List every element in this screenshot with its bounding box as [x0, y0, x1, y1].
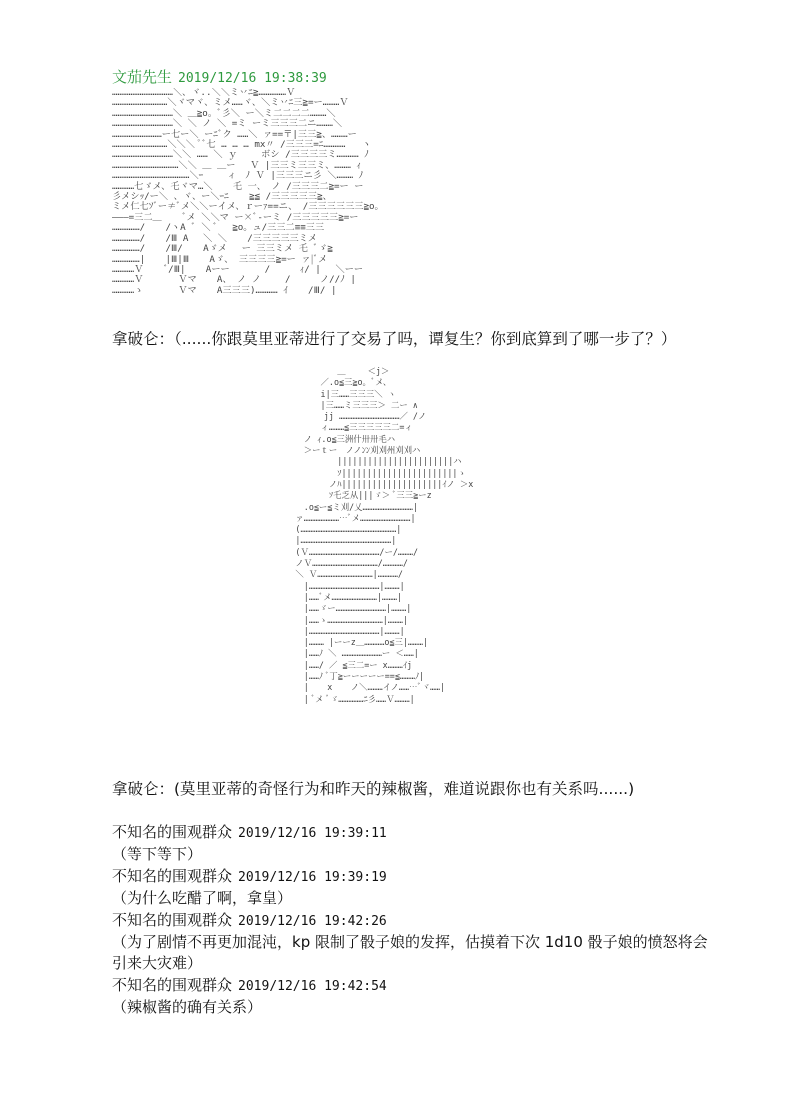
post-timestamp: 2019/12/16 19:38:39	[178, 71, 327, 86]
comment-text: （为什么吃醋了啊，拿皇）	[112, 889, 293, 907]
comment-text: （辣椒酱的确有关系）	[112, 998, 263, 1016]
comment	[112, 910, 712, 974]
comment-author: 不知名的围观群众	[112, 823, 233, 841]
comment	[112, 822, 712, 865]
post-author: 文茄先生	[112, 68, 173, 86]
comment-author: 不知名的围观群众	[112, 976, 233, 994]
comment-header	[112, 822, 712, 844]
comment-author: 不知名的围观群众	[112, 867, 233, 885]
comment-timestamp: 2019/12/16 19:39:11	[238, 826, 387, 841]
comment-text: （等下等下）	[112, 845, 203, 863]
speech-line-napoleon-1: 拿破仑：（......你跟莫里亚蒂进行了交易了吗，谭复生？你到底算到了哪一步了？）	[112, 330, 677, 348]
ascii-art-napoleon-figure: ＿ ＜j＞ ／.o≦三≧o。ﾞメ、 i|三……三三三＼ ヽ |三……ミ三三三＞ 二ー ∧ jj ………………………………／ /ノ ィ………≦三三三三三二=ィ ノ ｨ.o≦三洲什卅卅毛ハ ＞ーｔー ノノﾝﾝ刈刈州刈刈ハ |||||||||||||||||||||||ハ ｿ|||||||||||||||||||||||ゝ ノﾊ||||||||||||||||||||ｲノ ＞x ｿ乇乏从|||ゞ＞ ﾞ三三≧ーz .o≦ー≦ミ刈/乂…………………………| ァ……………………ﾞメ…………………………| (…………………………………………………| |………………………………………………| (Ｖ……………………………………/ー/………/ ノＶ…………………………………/…………/ ＼ Ｖ……………………………|…………/ |……………………………………|………| |……ﾞメ………………………|………| |……ゞー…………………………|………| |……ゝ……………………………|………| |……………………………………|………| |……… |ーーz＿…………o≦三|………| |……ﾉ ＼ ……………………ー ＜……| |……/ ／ ≦三二=ー x………ｲj |……ﾉ ﾞ丁≧ーーーーー==≦………ﾉ| | x ノ＼………イノ………ﾞヾ……| | ﾞメ ﾞゞ……………ﾆ彡……Ｖ………|	[295, 366, 474, 704]
comment	[112, 866, 712, 909]
comment-header	[112, 975, 712, 997]
comment-author: 不知名的围观群众	[112, 911, 233, 929]
comment-header	[112, 910, 712, 932]
comment-timestamp: 2019/12/16 19:42:26	[238, 914, 387, 929]
comment-timestamp: 2019/12/16 19:39:19	[238, 870, 387, 885]
comment-header	[112, 866, 712, 888]
ascii-art-robed-figure: ……………………………＼、ヾ..＼＼ミ丷ﾆ≧……………Ｖ …………………………＼ヾマヾ、ミメ……ヾ、＼ミ丷ﾆ三≧=ー………Ｖ ……………………………＼ ＿≧o。ﾞ彡＼ ー＼ミ二二二二………＼ ……………………………＼ ＼ ノ ＼ =ミ ーミ三三三二ニ………＼ ………………………ー七ー＼ ーﾆﾞク ……＼ ァ==〒|三三≧、………ー …………………………＼＼＼ ﾟﾞ七 … … … mx〃 /三三三=ﾆ………… ヽ ……………………………＼＼ …… ＼ ｙ ボシ /三三三三ミ………… ﾉ ………………………………＼＼ ＿ ＿ー Ｖ |三三ミ三三ミ、……… ｨ ……………………………………＼ｰ ィ ﾉ Ｖ |三三三ニ彡 ＼……… ﾉ …………七ゞメ、乇ヾマ…＼ 乇 一、 ノ /三三三二≧=ー ー 彡メシｯ/ー＼ 、ヾ、ー＼ｰﾆ ≧≦ /三三三三三≧、 ミメ仁七ｿﾞー≠ﾞメ＼＼ーイメ、ｒーｧ==ニ、 /三三三三三三≧o。 ―――=三二＿ ﾞメ ＼＼マ ー×ﾞ‐ーミ /三三三三三≧=ー ……………/ /ヽA ﾞ ＼ ﾞ ≧o。ュ/三三二≡≡三三 ……………/ /Ⅲ A ＼ ＼ /三三三三三ミメ ……………/ /Ⅲ/ Aゞメ ー 三三ミメ 乇 ﾞゞ≧ ……………| |Ⅲ|Ⅲ Aゞ、 三三三三≧=ー ァ|ﾞメ …………Ｖ ﾞ/Ⅲ| Aーー / ｨ/ | ＼ーー …………Ｖ Ｖマ A、 ノ ノ / ノ//ﾉ | …………ゝ Ｖマ A三三三)………… ｲ /Ⅲ/ |	[112, 88, 384, 296]
comment-timestamp: 2019/12/16 19:42:54	[238, 979, 387, 994]
comment-text: （为了剧情不再更加混沌，kp 限制了骰子娘的发挥，估摸着下次 1d10 骰子娘的愤怒将会引来大灾难）	[112, 933, 708, 972]
post-header	[112, 66, 327, 87]
comment	[112, 975, 712, 1018]
speech-line-napoleon-2: 拿破仑：(莫里亚蒂的奇怪行为和昨天的辣椒酱，难道说跟你也有关系吗......)	[112, 780, 635, 798]
